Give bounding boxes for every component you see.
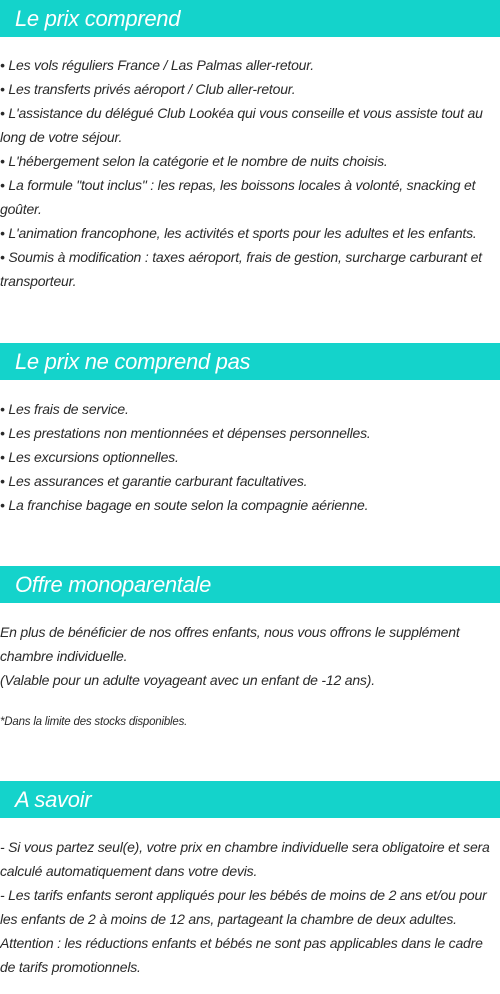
section-body (0, 835, 500, 979)
list-item: • Les frais de service. (0, 401, 129, 417)
section-single-parent-offer (0, 566, 500, 730)
list-item: • La formule "tout inclus" : les repas, les boissons locales à volonté, snacking et goûter. (0, 177, 476, 217)
footnote: *Dans la limite des stocks disponibles. (0, 716, 188, 728)
section-body (0, 53, 500, 293)
paragraph: - Si vous partez seul(e), votre prix en chambre individuelle sera obligatoire et sera calculé automatiquement dans votre devis. (0, 839, 490, 879)
list-item: • La franchise bagage en soute selon la compagnie aérienne. (0, 497, 369, 513)
section-price-excludes (0, 343, 500, 517)
list-item: • Les vols réguliers France / Las Palmas aller-retour. (0, 57, 314, 73)
section-title: A savoir (0, 781, 500, 818)
list-item: • Les transferts privés aéroport / Club aller-retour. (0, 81, 296, 97)
list-item: • Les excursions optionnelles. (0, 449, 179, 465)
section-body (0, 620, 500, 692)
section-price-includes (0, 0, 500, 293)
section-body (0, 397, 500, 517)
section-title: Le prix comprend (0, 0, 500, 37)
section-good-to-know (0, 781, 500, 979)
paragraph: Attention : les réductions enfants et bébés ne sont pas applicables dans le cadre de tarifs promotionnels. (0, 935, 483, 975)
list-item: • Les assurances et garantie carburant facultatives. (0, 473, 308, 489)
list-item: • Les prestations non mentionnées et dépenses personnelles. (0, 425, 371, 441)
section-title: Offre monoparentale (0, 566, 500, 603)
paragraph: (Valable pour un adulte voyageant avec un enfant de -12 ans). (0, 672, 375, 688)
list-item: • L'animation francophone, les activités et sports pour les adultes et les enfants. (0, 225, 477, 241)
list-item: • L'hébergement selon la catégorie et le nombre de nuits choisis. (0, 153, 388, 169)
list-item: • L'assistance du délégué Club Lookéa qui vous conseille et vous assiste tout au long de votre séjour. (0, 105, 483, 145)
paragraph: En plus de bénéficier de nos offres enfants, nous vous offrons le supplément chambre individuelle. (0, 624, 460, 664)
section-title: Le prix ne comprend pas (0, 343, 500, 380)
paragraph: - Les tarifs enfants seront appliqués pour les bébés de moins de 2 ans et/ou pour les enfants de 2 à moins de 12 ans, partageant la chambre de deux adultes. (0, 887, 487, 927)
list-item: • Soumis à modification : taxes aéroport, frais de gestion, surcharge carburant et transporteur. (0, 249, 482, 289)
